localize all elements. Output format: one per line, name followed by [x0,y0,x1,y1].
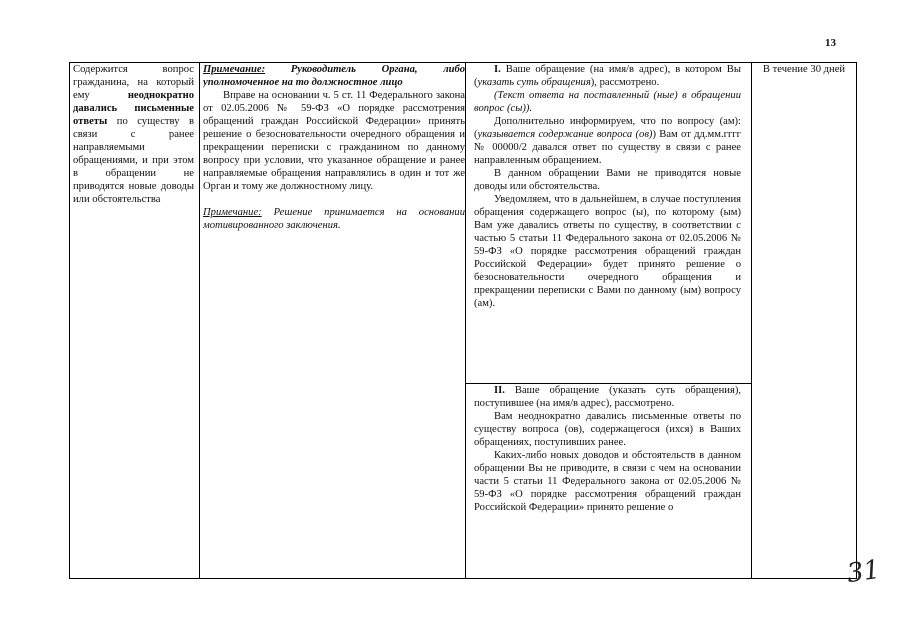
note-label: Примечание: [203,64,266,75]
paragraph: Дополнительно информируем, что по вопросу (ам): ( [474,116,741,140]
note2-label: Примечание: [203,207,262,218]
section-text: Ваше обращение (на имя/в адрес), в котором Вы ( [474,64,741,88]
paragraph: Каких-либо новых доводов и обстоятельств в данном обращении Вы не приводите, в связи с чем на основании части 5 статьи 11 Федерального закона от 02.05.2006 № 59-ФЗ «О порядке рассмотрения обращений граждан Российской Федерации» принято решение о [474,450,741,513]
paragraph-end: ) Вам от дд.мм.гггг № 00000/2 давался ответ по существу в связи с ранее направленным обращением. [474,129,741,166]
situation-text: Содержится вопрос гражданина, на который ему [73,64,194,101]
handwritten-page-number: 31 [845,554,882,590]
section-text: Ваше обращение (указать суть обращения), поступившее (на имя/в адрес), рассмотрено. [474,385,741,409]
answer-text-placeholder: (Текст ответа на поставленный (ные) в обращении вопрос (сы)). [474,90,741,114]
response-template-2 [474,384,741,577]
action-cell [203,63,465,577]
paragraph: Вам неоднократно давались письменные ответы по существу вопроса (ов), содержащегося (ихся) в Ваших обращениях, поступивших ранее. [474,411,741,448]
paragraph-italic: указывается содержание вопроса (ов) [477,129,653,140]
section-number: I. [494,64,501,75]
term-text: В течение 30 дней [762,64,846,75]
situation-text-cont: по существу в связи с ранее направляемыми обращениями, и при этом в обращении не приводятся новые доводы или обстоятельства [73,116,194,205]
action-body: Вправе на основании ч. 5 ст. 11 Федерального закона от 02.05.2006 № 59-ФЗ «О порядке рассмотрения обращений граждан Российской Федерации» принять решение о безосновательности очередного обращения и прекращении переписки с гражданином по данному вопросу при условии, что указанное обращение и ранее направляемые обращения направлялись в один и тот же Орган и тому же должностному лицу. [203,90,465,192]
column-divider [465,62,466,578]
note-text: Руководитель Органа, либо уполномоченное на то должностное лицо [203,64,465,88]
note2-text: Решение принимается на основании мотивированного заключения. [203,207,465,231]
paragraph: Уведомляем, что в дальнейшем, в случае поступления обращения содержащего вопрос (ы), по которому (ым) Вам уже давались ответы по существу, в соответствии с частью 5 статьи 11 Федерального закона от 02.05.2006 № 59-ФЗ «О порядке рассмотрения обращений граждан Российской Федерации» будет принято решение о безосновательности очередного обращения и прекращении переписки с Вами по данному (ым) вопросу (ам). [474,194,741,309]
section-text-italic: указать суть обращения [477,77,591,88]
situation-text-bold: неоднократно давались письменные ответы [73,90,194,127]
paragraph: В данном обращении Вами не приводятся новые доводы или обстоятельства. [474,168,741,192]
section-number: II. [494,385,505,396]
section-text-end: ), рассмотрено. [590,77,660,88]
situation-cell [73,63,194,577]
page-number: 13 [825,37,836,49]
column-divider [751,62,752,578]
term-cell [757,63,851,123]
column-divider [199,62,200,578]
response-template-1 [474,63,741,383]
